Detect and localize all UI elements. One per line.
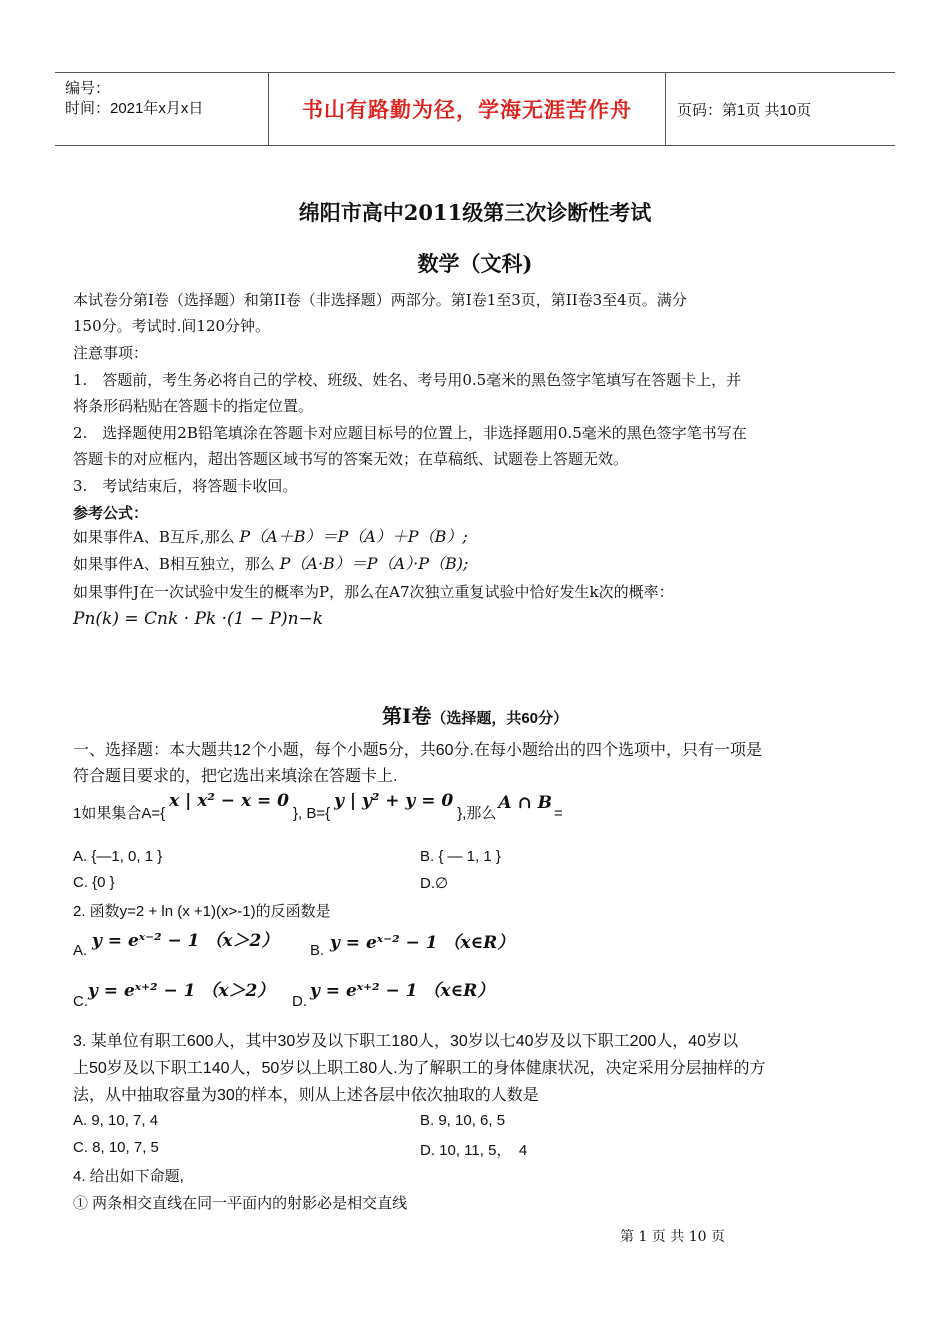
q2-option-c: y = eˣ⁺² − 1 （x＞2） [88,981,275,1001]
notice-label: 注意事项： [73,344,149,362]
formula-2-text: 如果事件A、B相互独立，那么 [73,555,275,573]
q3-option-d: D. 10, 11, 5， 4 [420,1142,528,1159]
q2-option-b: y = eˣ⁻² − 1 （x∈R） [330,933,515,953]
question-2: 2. 函数y=2 + ln (x +1)(x>-1)的反函数是 [73,903,331,920]
header-motto-cell [268,73,666,145]
q2-label-a: A. [73,942,88,959]
notice-2b: 答题卡的对应框内，超出答题区域书写的答案无效；在草稿纸、试题卷上答题无效。 [73,450,629,468]
q1-intersection: A ∩ B [498,793,553,813]
q3-option-b: B. 9, 10, 6, 5 [420,1112,506,1129]
notice-2a: 2. 选择题使用2B铅笔填涂在答题卡对应题目标号的位置上，非选择题用0.5毫米的黑色签字笔书写在 [73,424,747,442]
notice-1a: 1. 答题前，考生务必将自己的学校、班级、姓名、考号用0.5毫米的黑色签字笔填写在答题卡上，并 [73,371,742,389]
q3-line-2: 上50岁及以下职工140人，50岁以上职工80人.为了解职工的身体健康状况，决定采用分层抽样的方 [73,1060,766,1077]
q4-item-1: ① 两条相交直线在同一平面内的射影必是相交直线 [73,1195,408,1212]
q1-option-c: C. {0 } [73,874,115,891]
header-page-info: 页码：第1页 共10页 [677,101,812,119]
motto: 书山有路勤为径，学海无涯苦作舟 [302,98,632,122]
q2-option-a: y = eˣ⁻² − 1 （x＞2） [92,931,279,951]
intro-line-1: 本试卷分第I卷（选择题）和第II卷（非选择题）两部分。第I卷1至3页，第II卷3至4页。满分 [73,291,687,309]
formula-1 [73,524,468,550]
q1-set-b: y | y² + y = 0 [334,791,454,811]
exam-subtitle: 数学（文科) [417,251,533,276]
section-title: 第Ⅰ卷 [381,704,432,728]
header-meta [55,73,267,145]
q2-label-d: D. [292,993,307,1010]
intro-line-2: 150分。考试时.间120分钟。 [73,317,271,335]
q1-text-a: 1如果集合A={ [73,805,166,822]
formula-3: 如果事件J在一次试验中发生的概率为P，那么在A7次独立重复试验中恰好发生k次的概率： [73,583,674,601]
q1-option-a: A. {—1, 0, 1 } [73,848,163,865]
time-label: 时间：2021年x月x日 [65,100,204,117]
q1-text-b: }, B={ [293,805,331,822]
q2-option-d: y = eˣ⁺² − 1 （x∈R） [310,981,495,1001]
q1-option-d: D.∅ [420,875,449,892]
number-label: 编号： [65,80,111,97]
exam-title: 绵阳市高中2011级第三次诊断性考试 [298,200,652,225]
formula-2 [73,551,468,577]
formula-label: 参考公式： [73,504,149,522]
question-1 [73,793,563,834]
formula-1-math: P（A＋B）＝P（A）＋P（B）; [239,527,468,546]
page-header [55,72,895,146]
q3-line-3: 法，从中抽取容量为30的样本，则从上述各层中依次抽取的人数是 [73,1087,539,1104]
q3-line-1: 3. 某单位有职工600人，其中30岁及以下职工180人，30岁以七40岁及以下职工200人，40岁以 [73,1033,739,1050]
notice-1b: 将条形码粘贴在答题卡的指定位置。 [73,397,314,415]
section-note: （选择题，共60分） [431,710,569,727]
formula-1-text: 如果事件A、B互斥,那么 [73,528,235,546]
q1-text-c: },那么 [457,805,497,822]
question-4: 4. 给出如下命题, [73,1168,184,1185]
formula-4: Pn(k) = Cnk · Pk ·(1 − P)n−k [73,609,324,629]
q1-text-d: = [554,805,563,822]
q1-option-b: B. { — 1, 1 } [420,848,501,865]
q2-label-b: B. [310,942,325,959]
q3-option-a: A. 9, 10, 7, 4 [73,1112,159,1129]
part1-line-2: 符合题目要求的，把它选出来填涂在答题卡上. [73,768,398,785]
q1-set-a: x | x² − x = 0 [169,791,289,811]
formula-2-math: P（A·B）＝P（A）·P（B); [279,554,469,573]
q3-option-c: C. 8, 10, 7, 5 [73,1139,159,1156]
section-heading [0,700,950,729]
part1-line-1: 一、选择题：本大题共12个小题，每个小题5分，共60分.在每小题给出的四个选项中，只有一项是 [73,742,762,759]
q2-label-c: C. [73,993,88,1010]
notice-3: 3. 考试结束后，将答题卡收回。 [73,477,298,495]
page-footer: 第 1 页 共 10 页 [620,1229,725,1245]
